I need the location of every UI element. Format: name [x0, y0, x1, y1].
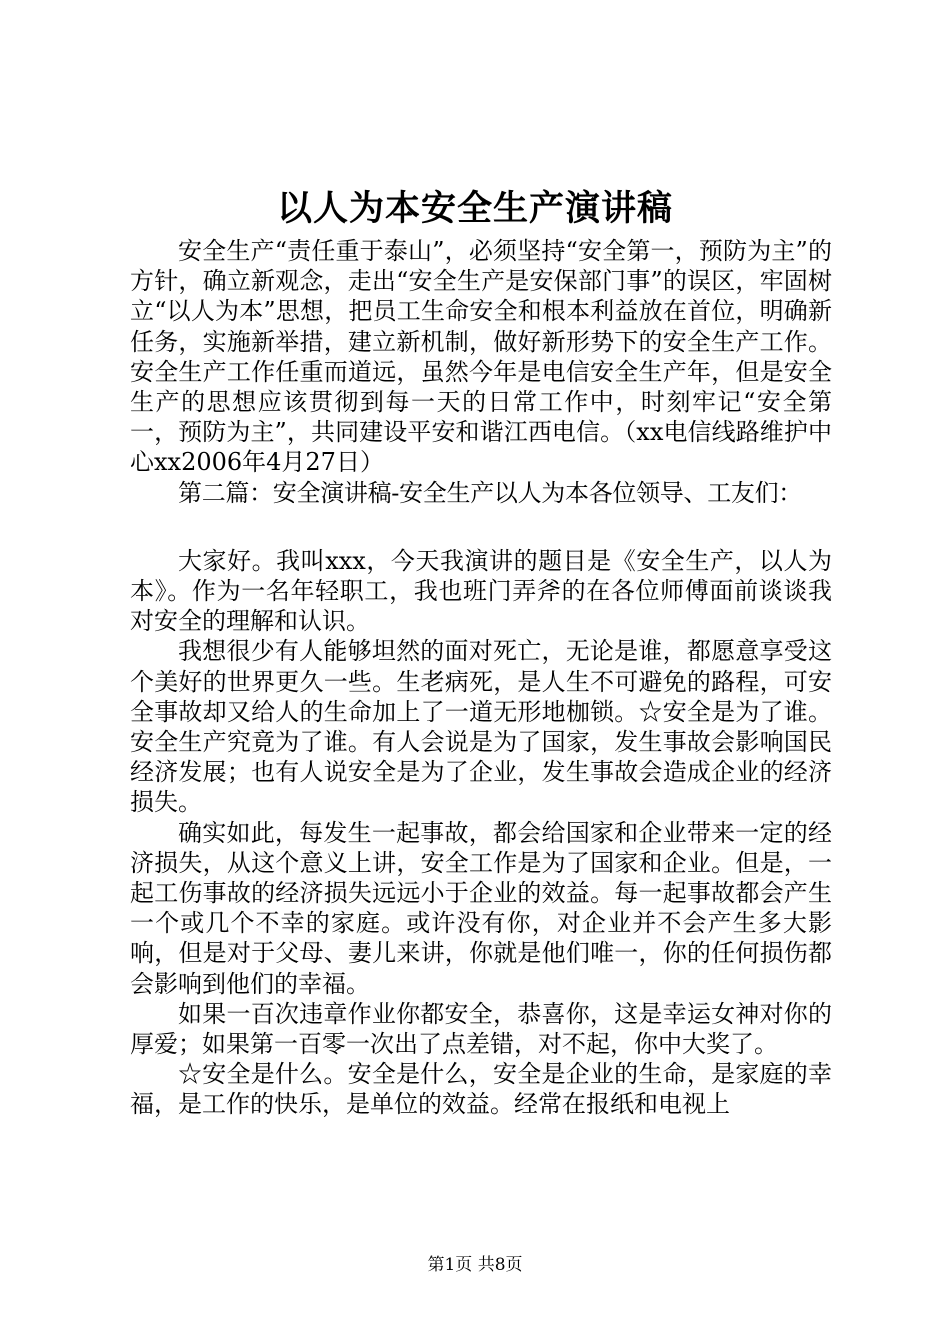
- paragraph-losses: 确实如此，每发生一起事故，都会给国家和企业带来一定的经济损失，从这个意义上讲，安全工作是为了国家和企业。但是，一起工伤事故的经济损失远远小于企业的效益。每一起事故都会产生一个或几个不幸的家庭。或许没有你，对企业并不会产生多大影响，但是对于父母、妻儿来讲，你就是他们唯一，你的任何损伤都会影响到他们的幸福。: [130, 818, 832, 998]
- paragraph-intro: 安全生产“责任重于泰山”，必须坚持“安全第一，预防为主”的方针，确立新观念，走出“安全生产是安保部门事”的误区，牢固树立“以人为本”思想，把员工生命安全和根本利益放在首位，明确新任务，实施新举措，建立新机制，做好新形势下的安全生产工作。安全生产工作任重而道远，虽然今年是电信安全生产年，但是安全生产的思想应该贯彻到每一天的日常工作中，时刻牢记“安全第一，预防为主”，共同建设平安和谐江西电信。（xx电信线路维护中心xx2006年4月27日）: [130, 237, 832, 477]
- paragraph-second-heading: 第二篇：安全演讲稿-安全生产以人为本各位领导、工友们：: [178, 478, 803, 507]
- paragraph-greeting: 大家好。我叫xxx，今天我演讲的题目是《安全生产，以人为本》。作为一名年轻职工，我也班门弄斧的在各位师傅面前谈谈我对安全的理解和认识。: [130, 546, 832, 636]
- page-number-footer: 第1页 共8页: [427, 1255, 523, 1275]
- paragraph-what-is-safety: ☆安全是什么。安全是什么，安全是企业的生命，是家庭的幸福，是工作的快乐，是单位的效益。经常在报纸和电视上: [130, 1060, 832, 1119]
- document-title: 以人为本安全生产演讲稿: [276, 188, 673, 229]
- paragraph-death: 我想很少有人能够坦然的面对死亡，无论是谁，都愿意享受这个美好的世界更久一些。生老病死，是人生不可避免的路程，可安全事故却又给人的生命加上了一道无形地枷锁。☆安全是为了谁。安全生产究竟为了谁。有人会说是为了国家，发生事故会影响国民经济发展；也有人说安全是为了企业，发生事故会造成企业的经济损失。: [130, 637, 832, 817]
- paragraph-luck: 如果一百次违章作业你都安全，恭喜你，这是幸运女神对你的厚爱；如果第一百零一次出了点差错，对不起，你中大奖了。: [130, 999, 832, 1059]
- document-body: [130, 236, 832, 1120]
- blank-line: [130, 508, 832, 546]
